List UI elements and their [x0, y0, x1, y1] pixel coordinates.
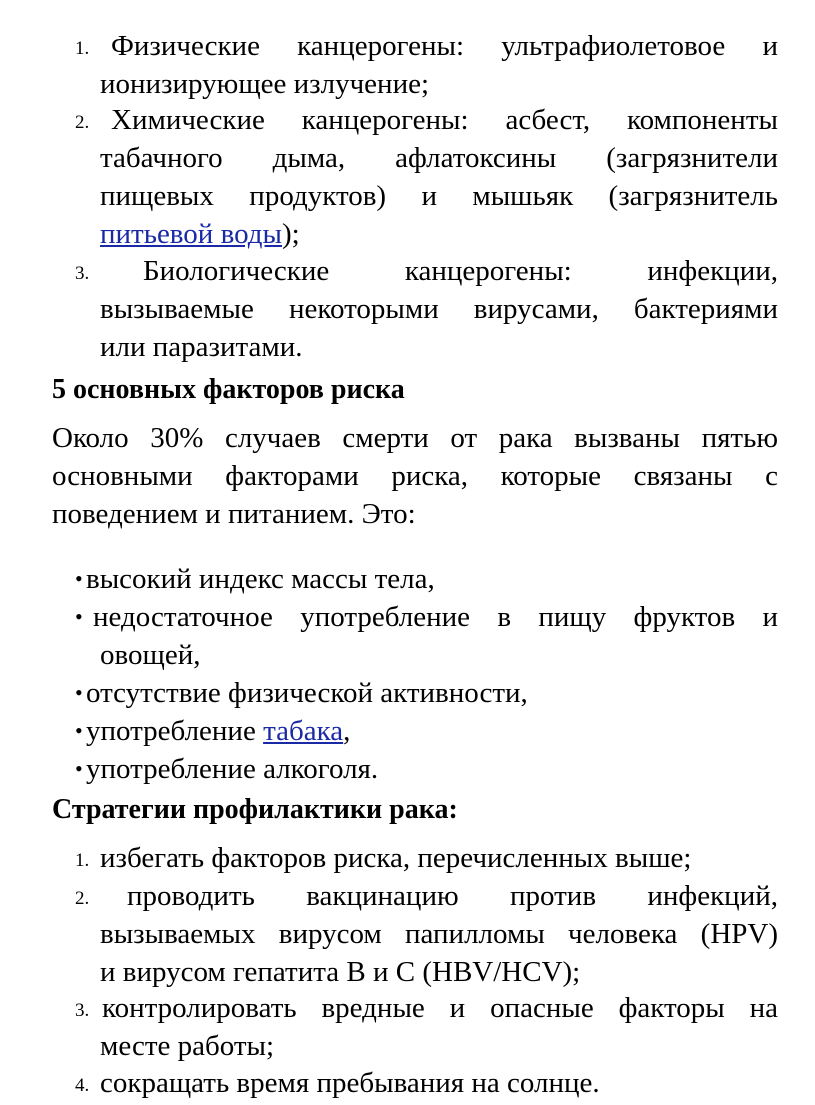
- drinking-water-link[interactable]: питьевой воды: [100, 218, 282, 250]
- list-item-text: Физические канцерогены: ультрафиолетовое и: [111, 30, 778, 62]
- list-number: 2.: [75, 112, 90, 133]
- list-item-text: вызываемых вирусом папилломы человека (HPV): [100, 918, 778, 950]
- prevention-list-item: [75, 839, 778, 877]
- list-item-text: сокращать время пребывания на солнце.: [100, 1067, 600, 1099]
- prevention-list-item: [75, 989, 778, 1065]
- list-item-text: Биологические канцерогены: инфекции,: [143, 255, 778, 287]
- list-item-text: месте работы;: [100, 1030, 275, 1062]
- list-item-text: высокий индекс массы тела,: [86, 563, 435, 595]
- list-item-text: ионизирующее излучение;: [100, 68, 430, 100]
- paragraph-line: основными факторами риска, которые связаны с: [52, 460, 778, 492]
- risk-factor-item: [75, 598, 778, 674]
- risk-factor-item: [75, 712, 778, 750]
- paragraph-line: поведением и питанием. Это:: [52, 498, 416, 530]
- list-item-text: овощей,: [100, 639, 201, 671]
- list-item-text-tail: );: [281, 218, 300, 250]
- list-item-text: избегать факторов риска, перечисленных выше;: [100, 842, 692, 874]
- section-heading: 5 основных факторов риска: [52, 374, 405, 405]
- intro-paragraph: [52, 419, 778, 533]
- list-item-text: недостаточное употребление в пищу фруктов и: [93, 601, 778, 633]
- list-item-text: вызываемые некоторыми вирусами, бактериями: [100, 293, 778, 325]
- list-number: 3.: [75, 263, 90, 284]
- carcinogen-list-item: [75, 252, 778, 366]
- carcinogen-list-item: [75, 27, 778, 103]
- list-item-text-head: употребление: [86, 715, 264, 747]
- prevention-list-item: [75, 877, 778, 991]
- bullet-icon: •: [75, 756, 83, 781]
- list-number: 1.: [75, 850, 90, 871]
- list-item-text-tail: ,: [343, 715, 351, 747]
- bullet-icon: •: [75, 604, 83, 629]
- list-item-text: [75, 712, 778, 750]
- list-item-text: употребление алкоголя.: [86, 753, 379, 785]
- list-item-text: [75, 215, 778, 253]
- list-item-text: отсутствие физической активности,: [86, 677, 528, 709]
- section-heading: Стратегии профилактики рака:: [52, 794, 458, 825]
- risk-factor-item: [75, 674, 778, 712]
- carcinogen-list-item: [75, 101, 778, 253]
- list-item-text: и вирусом гепатита B и C (HBV/HCV);: [100, 956, 581, 988]
- paragraph-line: Около 30% случаев смерти от рака вызваны пятью: [52, 422, 778, 454]
- list-item-text: пищевых продуктов) и мышьяк (загрязнитель: [100, 180, 778, 212]
- list-number: 1.: [75, 38, 90, 59]
- bullet-icon: •: [75, 680, 83, 705]
- list-item-text: Химические канцерогены: асбест, компоненты: [111, 104, 778, 136]
- bullet-icon: •: [75, 566, 83, 591]
- prevention-list-item: [75, 1064, 778, 1102]
- list-number: 3.: [75, 1000, 90, 1021]
- list-item-text: контролировать вредные и опасные факторы на: [102, 992, 778, 1024]
- list-number: 2.: [75, 888, 90, 909]
- list-item-text: проводить вакцинацию против инфекций,: [127, 880, 778, 912]
- tobacco-link[interactable]: табака: [263, 715, 344, 747]
- list-item-text: табачного дыма, афлатоксины (загрязнители: [100, 142, 778, 174]
- list-number: 4.: [75, 1075, 90, 1096]
- bullet-icon: •: [75, 718, 83, 743]
- risk-factor-item: [75, 560, 778, 598]
- risk-factor-item: [75, 750, 778, 788]
- list-item-text: или паразитами.: [100, 331, 303, 363]
